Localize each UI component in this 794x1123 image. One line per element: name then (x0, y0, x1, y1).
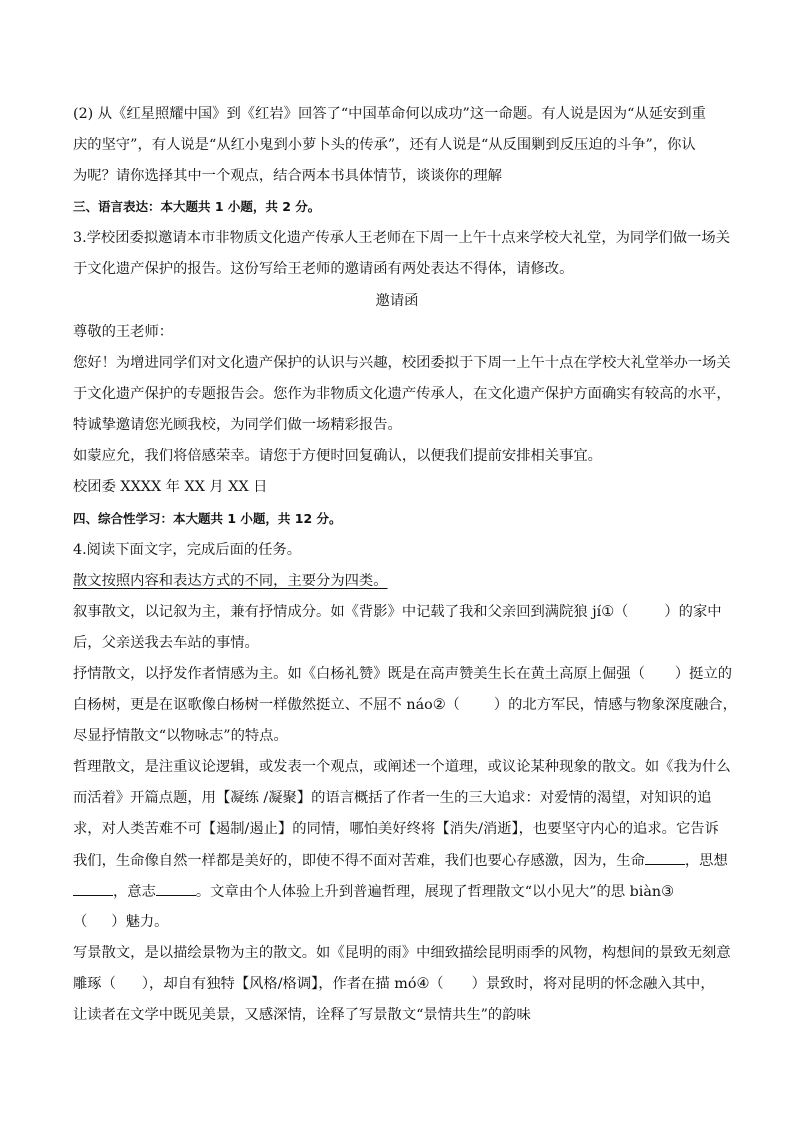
landscape-line-2-text: 雕琢（ (73, 976, 116, 992)
letter-body-line-3: 特诚挚邀请您光顾我校，为同学们做一场精彩报告。 (73, 417, 402, 433)
landscape-line-1: 写景散文，是以描绘景物为主的散文。如《昆明的雨》中细致描绘昆明雨季的风物，构想间的景致无刻意 (73, 945, 731, 961)
q3-line-1: 3.学校团委拟邀请本市非物质文化遗产传承人王老师在下周一上午十点来学校大礼堂，为同学们做一场关 (73, 230, 730, 246)
philosophy-line-6-tail: ）魅力。 (111, 914, 169, 930)
fill-blank-3[interactable] (156, 881, 196, 896)
letter-body-line-2: 于文化遗产保护的专题报告会。您作为非物质文化遗产传承人，在文化遗产保护方面确实有较高的水平， (73, 386, 731, 402)
lyric-line-1-text: 抒情散文，以抒发作者情感为主。如《白杨礼赞》既是在高声赞美生长在黄土高原上倔强（ (73, 666, 645, 682)
philosophy-line-6-open: （ (73, 914, 88, 930)
letter-title: 邀请函 (375, 293, 419, 309)
q4-intro: 4.阅读下面文字，完成后面的任务。 (73, 542, 302, 558)
landscape-line-2 (73, 974, 715, 994)
letter-salutation: 尊敬的王老师： (73, 324, 174, 340)
landscape-line-2-tail: ）景致时，将对昆明的怀念融入其中， (471, 976, 715, 992)
lyric-line-2 (73, 695, 737, 715)
philosophy-line-5 (73, 881, 674, 902)
section-3-heading: 三、语言表达：本大题共 1 小题，共 2 分。 (73, 199, 321, 214)
letter-body-line-1: 您好！为增进同学们对文化遗产保护的认识与兴趣，校团委拟于下周一上午十点在学校大礼堂举办一场关 (73, 355, 731, 371)
section-4-heading: 四、综合性学习：本大题共 1 小题，共 12 分。 (73, 511, 342, 526)
lyric-line-1-tail: ）挺立的 (674, 666, 733, 682)
philosophy-line-3: 求，对人类苦难不可【遏制/遏止】的同情，哪怕美好终将【消失/消逝】，也要坚守内心的追求。它告诉 (73, 821, 719, 837)
lyric-line-2-tail: ）的北方军民，情感与物象深度融合， (493, 697, 737, 713)
philosophy-line-4 (73, 850, 728, 871)
q3-line-2: 于文化遗产保护的报告。这份写给王老师的邀请函有两处表达不得体，请修改。 (73, 261, 574, 277)
q4-underlined-sentence: 散文按照内容和表达方式的不同，主要分为四类。 (73, 573, 388, 589)
philosophy-line-1: 哲理散文，是注重议论逻辑，或发表一个观点，或阐述一个道理，或议论某种现象的散文。如《我为什么 (73, 759, 731, 775)
lyric-line-1 (73, 664, 732, 684)
philosophy-line-6 (73, 912, 168, 932)
narrative-line-1-tail: ）的家中 (664, 604, 722, 620)
lyric-line-3: 尽显抒情散文“以物咏志”的特点。 (73, 728, 288, 744)
philosophy-line-2: 而活着》开篇点题，用【凝练 /凝聚】的语言概括了作者一生的三大追求：对爱情的渴望，对知识的追 (73, 790, 712, 806)
landscape-line-3: 让读者在文学中既见美景，又感深情，诠释了写景散文“景情共生”的韵味 (73, 1007, 531, 1023)
philosophy-line-5-mid: ，意志 (113, 884, 156, 900)
landscape-line-2-mid: ），却自有独特【风格/格调】，作者在描 mó④（ (141, 976, 444, 992)
narrative-line-1 (73, 602, 722, 622)
fill-blank-1[interactable] (645, 850, 685, 865)
letter-signature: 校团委 XXXX 年 XX 月 XX 日 (73, 479, 268, 495)
philosophy-line-4-text: 我们，生命像自然一样都是美好的，即使不得不面对苦难，我们也要心存感激，因为，生命 (73, 853, 645, 869)
q2-line-1: (2) 从《红星照耀中国》到《红岩》回答了“中国革命何以成功”这一命题。有人说是因为“从延安到重 (73, 106, 706, 122)
letter-body-line-4: 如蒙应允，我们将倍感荣幸。请您于方便时回复确认，以便我们提前安排相关事宜。 (73, 448, 602, 464)
lyric-line-2-text: 白杨树，更是在讴歌像白杨树一样傲然挺立、不屈不 náo②（ (73, 697, 460, 713)
narrative-line-2: 后，父亲送我去车站的事情。 (73, 635, 259, 651)
fill-blank-2[interactable] (73, 881, 113, 896)
narrative-line-1-text: 叙事散文，以记叙为主，兼有抒情成分。如《背影》中记载了我和父亲回到满院狼 jí①（ (73, 604, 629, 620)
philosophy-line-5-tail: 。文章由个人体验上升到普遍哲理，展现了哲理散文“以小见大”的思 biàn③ (195, 884, 674, 900)
philosophy-line-4-tail: ，思想 (684, 853, 728, 869)
q2-line-3: 为呢？请你选择其中一个观点，结合两本书具体情节，谈谈你的理解 (73, 168, 502, 184)
q2-line-2: 庆的坚守”，有人说是“从红小鬼到小萝卜头的传承”，还有人说是“从反围剿到反压迫的斗争”，你认 (73, 137, 696, 153)
